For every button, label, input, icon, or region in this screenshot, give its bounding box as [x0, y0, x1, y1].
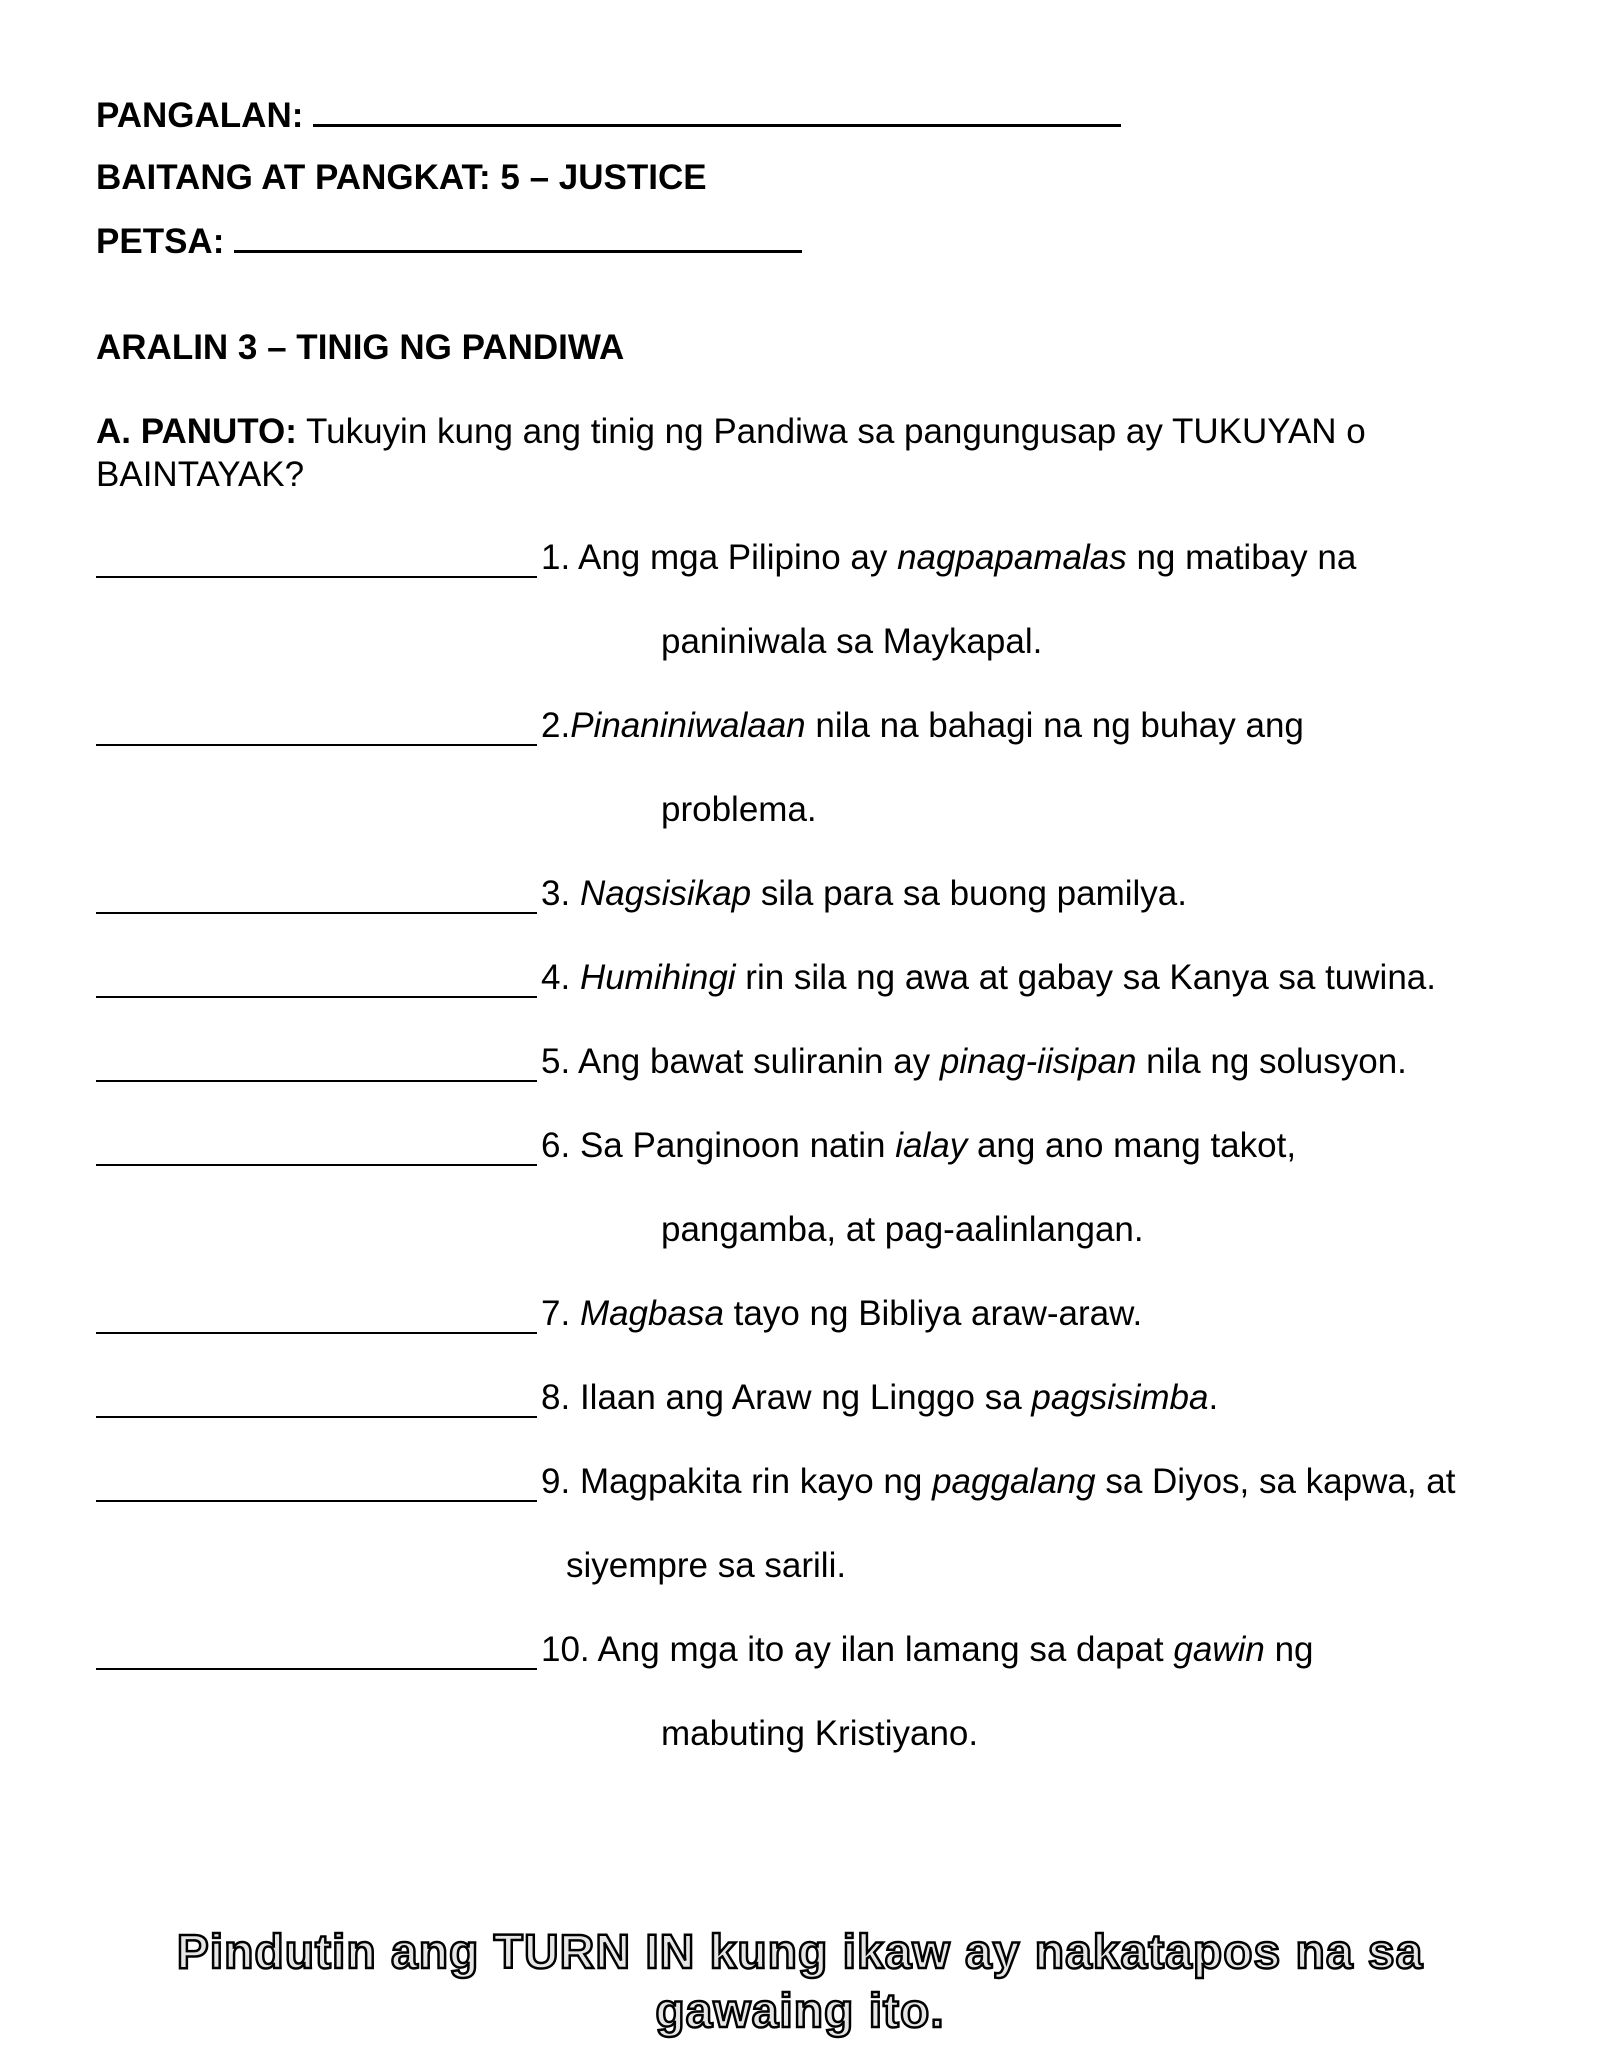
item-verb: Humihingi — [579, 958, 736, 997]
turn-in-instruction-line2: gawaing ito. — [655, 1985, 945, 2038]
item-2 — [541, 706, 1304, 746]
answer-blank-4[interactable] — [96, 996, 537, 998]
grade-section-label: BAITANG AT PANGKAT: 5 – JUSTICE — [96, 158, 707, 197]
instruction-line1 — [96, 412, 1366, 452]
item-number: 7. — [541, 1294, 571, 1333]
name-blank[interactable] — [313, 124, 1121, 127]
name-field — [96, 96, 1121, 136]
item-text: nila na bahagi na ng buhay ang — [815, 706, 1304, 745]
item-6 — [541, 1126, 1296, 1166]
item-9 — [541, 1462, 1455, 1502]
instruction-text: Tukuyin kung ang tinig ng Pandiwa sa pangungusap ay TUKUYAN o — [306, 412, 1366, 451]
item-text: ang ano mang takot, — [976, 1126, 1297, 1165]
item-number: 8. — [541, 1378, 571, 1417]
item-text: . — [1208, 1378, 1219, 1417]
date-field — [96, 222, 802, 262]
item-verb: Nagsisikap — [579, 874, 752, 913]
answer-blank-8[interactable] — [96, 1416, 537, 1418]
item-number: 1. — [541, 538, 571, 577]
item-text: sila para sa buong pamilya. — [760, 874, 1187, 913]
instruction-label: A. PANUTO: — [96, 412, 297, 451]
item-10-continuation: mabuting Kristiyano. — [661, 1714, 979, 1753]
item-text: tayo ng Bibliya araw-araw. — [733, 1294, 1143, 1333]
item-1 — [541, 538, 1356, 578]
item-10 — [541, 1630, 1314, 1670]
answer-blank-1[interactable] — [96, 576, 537, 578]
answer-blank-9[interactable] — [96, 1500, 537, 1502]
item-text: nila ng solusyon. — [1146, 1042, 1407, 1081]
answer-blank-5[interactable] — [96, 1080, 537, 1082]
item-text: Ang bawat suliranin ay — [578, 1042, 931, 1081]
answer-blank-6[interactable] — [96, 1164, 537, 1166]
item-number: 5. — [541, 1042, 571, 1081]
item-text: rin sila ng awa at gabay sa Kanya sa tuwina. — [745, 958, 1436, 997]
item-verb: gawin — [1173, 1630, 1265, 1669]
item-verb: Magbasa — [579, 1294, 724, 1333]
item-9-continuation: siyempre sa sarili. — [566, 1546, 847, 1585]
item-verb: nagpapamalas — [897, 538, 1127, 577]
item-number: 4. — [541, 958, 571, 997]
answer-blank-2[interactable] — [96, 744, 537, 746]
item-verb: Pinaniniwalaan — [570, 706, 806, 745]
item-text: Ilaan ang Araw ng Linggo sa — [579, 1378, 1022, 1417]
item-number: 3. — [541, 874, 571, 913]
item-text: ng — [1274, 1630, 1314, 1669]
item-number: 2. — [541, 706, 571, 745]
item-verb: ialay — [895, 1126, 968, 1165]
item-6-continuation: pangamba, at pag-aalinlangan. — [661, 1210, 1144, 1249]
lesson-title: ARALIN 3 – TINIG NG PANDIWA — [96, 328, 625, 367]
item-2-continuation: problema. — [661, 790, 817, 829]
date-label: PETSA: — [96, 222, 225, 261]
item-8 — [541, 1378, 1218, 1418]
answer-blank-10[interactable] — [96, 1668, 537, 1670]
item-verb: paggalang — [932, 1462, 1096, 1501]
item-text: Sa Panginoon natin — [579, 1126, 886, 1165]
date-blank[interactable] — [234, 250, 802, 253]
item-5 — [541, 1042, 1407, 1082]
item-4 — [541, 958, 1436, 998]
item-verb: pagsisimba — [1031, 1378, 1209, 1417]
item-text: Ang mga ito ay ilan lamang sa dapat — [597, 1630, 1164, 1669]
item-text: ng matibay na — [1136, 538, 1357, 577]
name-label: PANGALAN: — [96, 96, 304, 135]
item-text: Magpakita rin kayo ng — [579, 1462, 923, 1501]
item-text: sa Diyos, sa kapwa, at — [1105, 1462, 1456, 1501]
item-number: 10. — [541, 1630, 590, 1669]
item-text: Ang mga Pilipino ay — [578, 538, 888, 577]
item-verb: pinag-iisipan — [939, 1042, 1137, 1081]
item-1-continuation: paniniwala sa Maykapal. — [661, 622, 1043, 661]
turn-in-instruction-line1: Pindutin ang TURN IN kung ikaw ay nakatapos na sa — [176, 1926, 1424, 1979]
instruction-line2: BAINTAYAK? — [96, 455, 305, 494]
item-7 — [541, 1294, 1142, 1334]
answer-blank-3[interactable] — [96, 912, 537, 914]
item-3 — [541, 874, 1187, 914]
item-number: 6. — [541, 1126, 571, 1165]
item-number: 9. — [541, 1462, 571, 1501]
answer-blank-7[interactable] — [96, 1332, 537, 1334]
